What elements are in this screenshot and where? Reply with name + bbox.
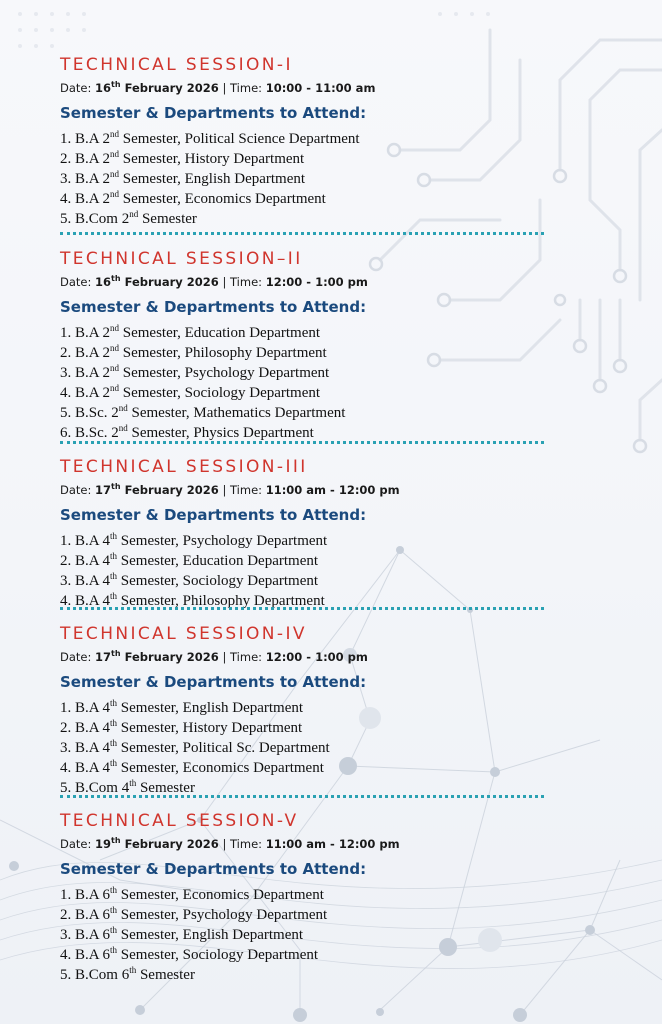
date-day: 19: [95, 836, 112, 851]
attend-heading: Semester & Departments to Attend:: [60, 297, 367, 316]
item-number: 1.: [60, 324, 72, 341]
department-list: [60, 693, 368, 796]
item-department: Semester: [136, 966, 195, 983]
item-department: Semester, Mathematics Department: [127, 404, 346, 421]
item-number: 1.: [60, 699, 72, 716]
item-semester-number: 4: [102, 572, 111, 589]
date-label: Date:: [60, 649, 92, 664]
item-program: B.A: [75, 384, 99, 401]
date-month-year: February 2026: [124, 836, 219, 851]
session-title: TECHNICAL SESSION-III: [60, 457, 308, 477]
session-time: 12:00 - 1:00 pm: [265, 649, 368, 664]
technical-session-4: [60, 624, 368, 796]
item-semester-suffix: nd: [110, 342, 120, 353]
item-number: 4.: [60, 384, 72, 401]
session-title: TECHNICAL SESSION-I: [60, 55, 293, 75]
list-item: [60, 693, 368, 716]
item-semester-suffix: nd: [110, 362, 120, 373]
item-semester-suffix: th: [110, 717, 118, 728]
session-date-time: Date: 16th February 2026 | Time: 12:00 - 1:00 pm: [60, 274, 368, 289]
date-month-year: February 2026: [124, 274, 219, 289]
list-item: [60, 880, 400, 903]
item-program: B.A: [75, 170, 99, 187]
session-date: [95, 650, 219, 664]
item-number: 5.: [60, 779, 72, 796]
item-semester-suffix: th: [129, 964, 137, 975]
list-item: [60, 184, 375, 207]
list-item: [60, 753, 368, 776]
item-number: 2.: [60, 906, 72, 923]
item-department: Semester, Philosophy Department: [117, 592, 325, 609]
session-date-time: Date: 17th February 2026 | Time: 12:00 - 1:00 pm: [60, 649, 368, 664]
item-semester-number: 6: [121, 966, 130, 983]
department-list: [60, 318, 368, 441]
item-number: 2.: [60, 150, 72, 167]
dotted-divider: [60, 607, 544, 610]
session-time: 11:00 am - 12:00 pm: [265, 482, 400, 497]
item-semester-number: 4: [102, 719, 111, 736]
item-semester-number: 4: [102, 759, 111, 776]
date-label: Date:: [60, 482, 92, 497]
date-suffix: th: [111, 836, 121, 845]
dotted-divider: [60, 232, 544, 235]
item-semester-number: 2: [102, 170, 111, 187]
item-number: 4.: [60, 592, 72, 609]
item-semester-number: 6: [102, 926, 111, 943]
session-title: TECHNICAL SESSION–II: [60, 249, 303, 269]
item-program: B.Com: [75, 779, 118, 796]
date-suffix: th: [111, 80, 121, 89]
item-program: B.A: [75, 552, 99, 569]
session-time: 10:00 - 11:00 am: [265, 80, 376, 95]
list-item: [60, 526, 400, 549]
item-department: Semester, Sociology Department: [119, 384, 321, 401]
dotted-divider: [60, 795, 544, 798]
item-semester-number: 2: [111, 424, 119, 441]
item-program: B.Sc.: [75, 404, 108, 421]
item-number: 1.: [60, 886, 72, 903]
list-item: [60, 318, 368, 341]
item-semester-suffix: th: [110, 924, 118, 935]
item-program: B.Com: [75, 966, 118, 983]
session-date: [95, 837, 219, 851]
item-department: Semester, Economics Department: [117, 886, 324, 903]
item-semester-number: 4: [102, 592, 111, 609]
list-item: [60, 124, 375, 147]
date-month-year: February 2026: [124, 482, 219, 497]
attend-heading: Semester & Departments to Attend:: [60, 505, 367, 524]
item-number: 5.: [60, 966, 72, 983]
list-item: [60, 920, 400, 943]
item-department: Semester, Psychology Department: [117, 906, 328, 923]
time-label: Time:: [230, 80, 263, 95]
item-semester-number: 2: [102, 324, 111, 341]
item-program: B.A: [75, 926, 99, 943]
technical-session-1: [60, 55, 376, 227]
department-list: [60, 124, 375, 227]
item-department: Semester, Psychology Department: [117, 532, 328, 549]
session-date-time: Date: 17th February 2026 | Time: 11:00 am - 12:00 pm: [60, 482, 400, 497]
item-semester-suffix: th: [110, 904, 118, 915]
item-program: B.A: [75, 719, 99, 736]
item-program: B.A: [75, 759, 99, 776]
item-semester-suffix: nd: [110, 382, 120, 393]
item-number: 4.: [60, 190, 72, 207]
item-department: Semester, Education Department: [119, 324, 321, 341]
item-number: 3.: [60, 364, 72, 381]
item-semester-suffix: nd: [118, 422, 128, 433]
item-semester-number: 2: [102, 130, 111, 147]
technical-session-3: [60, 457, 400, 609]
item-program: B.A: [75, 364, 99, 381]
item-semester-number: 2: [102, 150, 111, 167]
item-program: B.Sc.: [75, 424, 108, 441]
item-department: Semester, Psychology Department: [119, 364, 330, 381]
item-department: Semester, History Department: [119, 150, 305, 167]
item-semester-number: 4: [102, 532, 111, 549]
date-label: Date:: [60, 274, 92, 289]
item-program: B.A: [75, 739, 99, 756]
item-program: B.A: [75, 572, 99, 589]
item-semester-number: 2: [102, 364, 111, 381]
list-item: [60, 338, 368, 361]
item-department: Semester, Sociology Department: [117, 946, 319, 963]
list-item: [60, 566, 400, 589]
time-label: Time:: [230, 649, 263, 664]
time-label: Time:: [230, 836, 263, 851]
item-program: B.A: [75, 130, 99, 147]
item-number: 6.: [60, 424, 72, 441]
date-day: 16: [95, 274, 112, 289]
item-semester-number: 2: [111, 404, 119, 421]
item-semester-suffix: th: [110, 884, 118, 895]
list-item: [60, 940, 400, 963]
item-semester-number: 2: [102, 344, 111, 361]
list-item: [60, 398, 368, 421]
item-program: B.A: [75, 886, 99, 903]
item-semester-number: 4: [102, 699, 111, 716]
item-program: B.A: [75, 150, 99, 167]
technical-session-2: [60, 249, 368, 441]
date-day: 17: [95, 482, 112, 497]
list-item: [60, 358, 368, 381]
item-program: B.A: [75, 946, 99, 963]
list-item: [60, 713, 368, 736]
item-program: B.A: [75, 532, 99, 549]
item-semester-suffix: nd: [110, 148, 120, 159]
item-number: 5.: [60, 210, 72, 227]
time-label: Time:: [230, 274, 263, 289]
item-department: Semester, History Department: [117, 719, 303, 736]
item-number: 2.: [60, 344, 72, 361]
item-program: B.A: [75, 592, 99, 609]
item-department: Semester, Sociology Department: [117, 572, 319, 589]
item-semester-suffix: nd: [129, 208, 139, 219]
item-department: Semester, Economics Department: [117, 759, 324, 776]
list-item: [60, 164, 375, 187]
date-suffix: th: [111, 482, 121, 491]
item-department: Semester, Political Sc. Department: [117, 739, 330, 756]
date-day: 16: [95, 80, 112, 95]
date-day: 17: [95, 649, 112, 664]
list-item: [60, 900, 400, 923]
attend-heading: Semester & Departments to Attend:: [60, 103, 367, 122]
date-suffix: th: [111, 649, 121, 658]
item-number: 2.: [60, 719, 72, 736]
date-label: Date:: [60, 836, 92, 851]
session-title: TECHNICAL SESSION-V: [60, 811, 299, 831]
item-department: Semester: [136, 779, 195, 796]
item-department: Semester, Economics Department: [119, 190, 326, 207]
item-department: Semester, Philosophy Department: [119, 344, 327, 361]
date-month-year: February 2026: [124, 649, 219, 664]
item-number: 4.: [60, 759, 72, 776]
item-number: 2.: [60, 552, 72, 569]
item-semester-suffix: nd: [118, 402, 128, 413]
date-suffix: th: [111, 274, 121, 283]
session-date: [95, 81, 219, 95]
item-semester-number: 6: [102, 886, 111, 903]
session-date: [95, 483, 219, 497]
item-program: B.A: [75, 324, 99, 341]
item-semester-suffix: th: [110, 590, 118, 601]
item-semester-suffix: th: [110, 757, 118, 768]
date-month-year: February 2026: [124, 80, 219, 95]
item-semester-number: 2: [102, 384, 111, 401]
item-semester-suffix: nd: [110, 128, 120, 139]
item-department: Semester, English Department: [119, 170, 306, 187]
item-semester-suffix: th: [129, 777, 137, 788]
department-list: [60, 526, 400, 609]
item-semester-suffix: th: [110, 944, 118, 955]
attend-heading: Semester & Departments to Attend:: [60, 672, 367, 691]
item-semester-suffix: nd: [110, 188, 120, 199]
item-semester-number: 2: [102, 190, 111, 207]
dotted-divider: [60, 441, 544, 444]
technical-session-5: [60, 811, 400, 983]
item-number: 1.: [60, 130, 72, 147]
item-semester-number: 4: [102, 552, 111, 569]
item-program: B.A: [75, 344, 99, 361]
attend-heading: Semester & Departments to Attend:: [60, 859, 367, 878]
item-semester-suffix: th: [110, 697, 118, 708]
date-label: Date:: [60, 80, 92, 95]
item-program: B.A: [75, 906, 99, 923]
item-number: 5.: [60, 404, 72, 421]
item-semester-suffix: nd: [110, 322, 120, 333]
session-title: TECHNICAL SESSION-IV: [60, 624, 307, 644]
list-item: [60, 586, 400, 609]
item-semester-suffix: th: [110, 737, 118, 748]
item-number: 1.: [60, 532, 72, 549]
session-date-time: Date: 16th February 2026 | Time: 10:00 - 11:00 am: [60, 80, 376, 95]
item-department: Semester, English Department: [117, 699, 304, 716]
item-semester-number: 4: [102, 739, 111, 756]
item-semester-suffix: th: [110, 530, 118, 541]
department-list: [60, 880, 400, 983]
item-number: 3.: [60, 739, 72, 756]
item-semester-number: 6: [102, 946, 111, 963]
session-date-time: Date: 19th February 2026 | Time: 11:00 am - 12:00 pm: [60, 836, 400, 851]
item-semester-number: 4: [121, 779, 130, 796]
item-number: 3.: [60, 572, 72, 589]
session-time: 12:00 - 1:00 pm: [265, 274, 368, 289]
item-program: B.A: [75, 190, 99, 207]
item-department: Semester, Physics Department: [127, 424, 314, 441]
item-semester-number: 6: [102, 906, 111, 923]
item-department: Semester, Education Department: [117, 552, 319, 569]
item-number: 3.: [60, 170, 72, 187]
item-department: Semester: [138, 210, 197, 227]
item-department: Semester, Political Science Department: [119, 130, 360, 147]
time-label: Time:: [230, 482, 263, 497]
item-program: B.A: [75, 699, 99, 716]
item-semester-suffix: nd: [110, 168, 120, 179]
list-item: [60, 546, 400, 569]
item-department: Semester, English Department: [117, 926, 304, 943]
session-time: 11:00 am - 12:00 pm: [265, 836, 400, 851]
item-number: 4.: [60, 946, 72, 963]
session-date: [95, 275, 219, 289]
item-program: B.Com: [75, 210, 118, 227]
item-semester-suffix: th: [110, 550, 118, 561]
item-semester-number: 2: [121, 210, 130, 227]
item-number: 3.: [60, 926, 72, 943]
item-semester-suffix: th: [110, 570, 118, 581]
list-item: [60, 733, 368, 756]
